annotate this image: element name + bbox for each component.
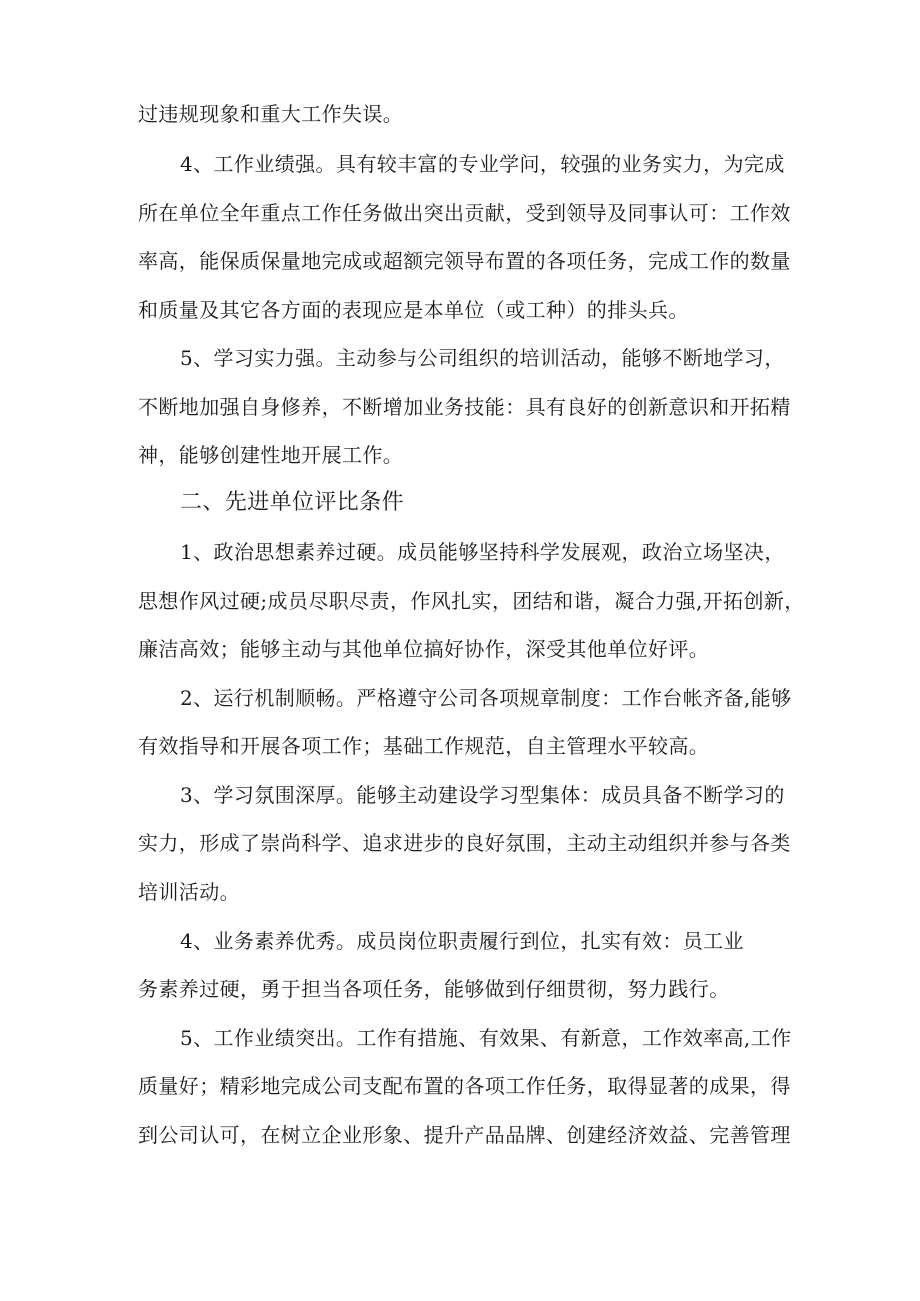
text-line: 实力，形成了崇尚科学、追求进步的良好氛围，主动主动组织并参与各类	[138, 831, 791, 855]
text-line: 过违规现象和重大工作失误。	[138, 102, 404, 126]
text-line: 和质量及其它各方面的表现应是本单位（或工种）的排头兵。	[138, 298, 689, 322]
text-line: 4、工作业绩强。具有较丰富的专业学问，较强的业务实力，为完成	[180, 152, 785, 176]
text-line: 2、运行机制顺畅。严格遵守公司各项规章制度：工作台帐齐备,能够	[180, 686, 792, 710]
text-line: 到公司认可，在树立企业形象、提升产品品牌、创建经济效益、完善管理	[138, 1123, 791, 1147]
text-line: 1、政治思想素养过硬。成员能够坚持科学发展观，政治立场坚决，	[180, 540, 785, 564]
text-line: 3、学习氛围深厚。能够主动建设学习型集体：成员具备不断学习的	[180, 783, 785, 807]
section-heading: 二、先进单位评比条件	[180, 490, 405, 515]
text-line: 4、业务素养优秀。成员岗位职责履行到位，扎实有效：员工业	[180, 929, 744, 953]
text-line: 5、工作业绩突出。工作有措施、有效果、有新意，工作效率高,工作	[180, 1026, 792, 1050]
text-line: 所在单位全年重点工作任务做出突出贡献，受到领导及同事认可：工作效	[138, 201, 791, 225]
text-line: 务素养过硬，勇于担当各项任务，能够做到仔细贯彻，努力践行。	[138, 977, 730, 1001]
text-line: 神，能够创建性地开展工作。	[138, 443, 404, 467]
text-line: 不断地加强自身修养，不断增加业务技能：具有良好的创新意识和开拓精	[138, 395, 791, 419]
text-line: 5、学习实力强。主动参与公司组织的培训活动，能够不断地学习，	[180, 346, 785, 370]
text-line: 有效指导和开展各项工作；基础工作规范，自主管理水平较高。	[138, 734, 710, 758]
text-line: 培训活动。	[138, 880, 240, 904]
text-line: 思想作风过硬;成员尽职尽责，作风扎实，团结和谐，凝合力强,开拓创新，	[138, 589, 805, 613]
text-line: 质量好；精彩地完成公司支配布置的各项工作任务，取得显著的成果，得	[138, 1074, 791, 1098]
text-line: 廉洁高效；能够主动与其他单位搞好协作，深受其他单位好评。	[138, 637, 710, 661]
text-line: 率高，能保质保量地完成或超额完领导布置的各项任务，完成工作的数量	[138, 249, 791, 273]
